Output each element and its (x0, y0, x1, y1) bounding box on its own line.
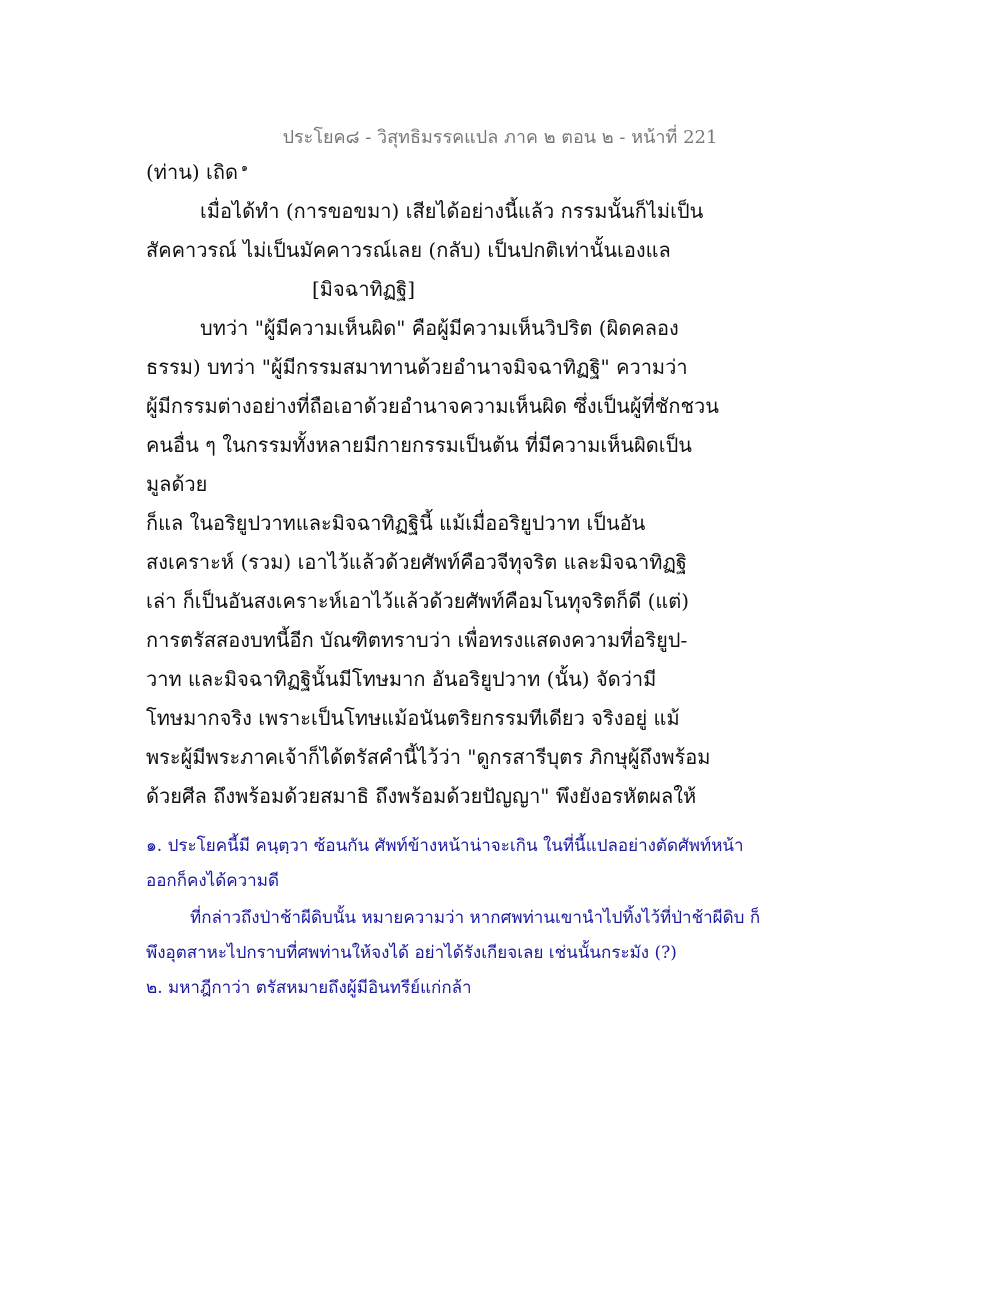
page-header: ประโยค๘ - วิสุทธิมรรคแปล ภาค ๒ ตอน ๒ - หน้าที่ 221 (282, 127, 718, 148)
body-line: ด้วยศีล ถึงพร้อมด้วยสมาธิ ถึงพร้อมด้วยปัญญา" พึงยังอรหัตผลให้ (146, 784, 697, 808)
body-line: มูลด้วย (146, 472, 208, 496)
footnote-line: ที่กล่าวถึงป่าช้าผีดิบนั้น หมายความว่า หากศพท่านเขานำไปทิ้งไว้ที่ป่าช้าผีดิบ ก็ (190, 908, 761, 928)
body-line: เล่า ก็เป็นอันสงเคราะห์เอาไว้แล้วด้วยศัพท์คือมโนทุจริตก็ดี (แต่) (146, 589, 690, 613)
body-line: ก็แล ในอริยูปวาทและมิจฉาทิฏฐินี้ แม้เมื่ออริยูปวาท เป็นอัน (146, 511, 646, 535)
body-line: สัคคาวรณ์ ไม่เป็นมัคคาวรณ์เลย (กลับ) เป็นปกติเท่านั้นเองแล (146, 238, 671, 262)
body-line: สงเคราะห์ (รวม) เอาไว้แล้วด้วยศัพท์คือวจีทุจริต และมิจฉาทิฏฐิ (146, 550, 687, 574)
footnote-marker: ๑ (240, 161, 248, 175)
footnote-line: ออกก็คงได้ความดี (146, 871, 279, 891)
body-line: พระผู้มีพระภาคเจ้าก็ได้ตรัสคำนี้ไว้ว่า "ดูกรสารีบุตร ภิกษุผู้ถึงพร้อม (146, 745, 711, 769)
body-line: ธรรม) บทว่า "ผู้มีกรรมสมาทานด้วยอำนาจมิจฉาทิฏฐิ" ความว่า (146, 355, 688, 379)
footnote-line: ๑. ประโยคนี้มี คนฺตฺวา ซ้อนกัน ศัพท์ข้างหน้าน่าจะเกิน ในที่นี้แปลอย่างตัดศัพท์หน้า (146, 836, 744, 856)
body-line: คนอื่น ๆ ในกรรมทั้งหลายมีกายกรรมเป็นต้น ที่มีความเห็นผิดเป็น (146, 433, 692, 457)
body-line: บทว่า "ผู้มีความเห็นผิด" คือผู้มีความเห็นวิปริต (ผิดคลอง (200, 316, 679, 340)
body-line-text: (ท่าน) เถิด (146, 160, 238, 184)
body-line: ผู้มีกรรมต่างอย่างที่ถือเอาด้วยอำนาจความเห็นผิด ซึ่งเป็นผู้ที่ชักชวน (146, 394, 719, 418)
body-line: โทษมากจริง เพราะเป็นโทษแม้อนันตริยกรรมทีเดียว จริงอยู่ แม้ (146, 706, 680, 730)
body-line: การตรัสสองบทนี้อีก บัณฑิตทราบว่า เพื่อทรงแสดงความที่อริยูป- (146, 628, 688, 652)
footnote-line: พึงอุตสาหะไปกราบที่ศพท่านให้จงได้ อย่าได้รังเกียจเลย เช่นนั้นกระมัง (?) (146, 943, 677, 963)
body-line: เมื่อได้ทำ (การขอขมา) เสียได้อย่างนี้แล้ว กรรมนั้นก็ไม่เป็น (200, 199, 704, 223)
body-line (146, 160, 248, 184)
body-line: วาท และมิจฉาทิฏฐินั้นมีโทษมาก อันอริยูปวาท (นั้น) จัดว่ามี (146, 667, 657, 691)
section-heading: [มิจฉาทิฏฐิ] (312, 277, 416, 301)
footnote-line: ๒. มหาฎีกาว่า ตรัสหมายถึงผู้มีอินทรีย์แก่กล้า (146, 978, 472, 998)
